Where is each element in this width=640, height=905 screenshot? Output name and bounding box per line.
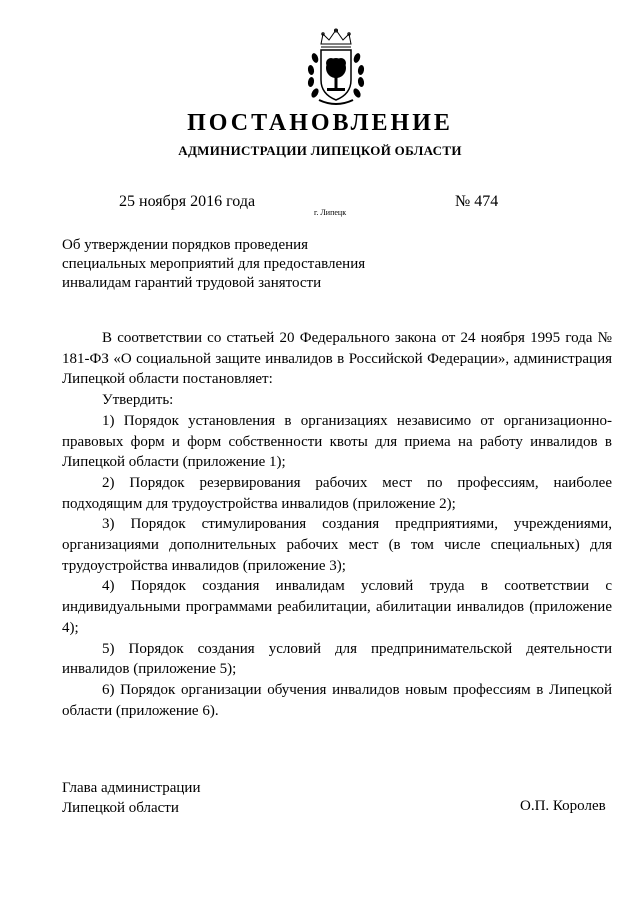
document-body — [62, 328, 612, 721]
document-subtitle: АДМИНИСТРАЦИИ ЛИПЕЦКОЙ ОБЛАСТИ — [178, 143, 462, 158]
item-paragraph: 6) Порядок организации обучения инвалидов новым профессиям в Липецкой области (приложение 6). — [62, 681, 612, 719]
approve-paragraph: Утвердить: — [102, 392, 174, 409]
document-date: 25 ноября 2016 года — [119, 193, 256, 210]
document-number: № 474 — [455, 193, 499, 210]
document-subject — [62, 236, 392, 293]
document-title: ПОСТАНОВЛЕНИЕ — [187, 110, 453, 136]
subject-line: Об утверждении порядков проведения — [62, 237, 309, 253]
signature-position-line: Липецкой области — [62, 800, 179, 816]
item-paragraph: 3) Порядок стимулирования создания предприятиями, учреждениями, организациями дополнительных рабочих мест (в том числе специальных) для трудоустройства инвалидов (приложение 3); — [62, 516, 612, 574]
item-paragraph: 5) Порядок создания условий для предпринимательской деятельности инвалидов (приложение 5); — [62, 640, 612, 678]
document-city: г. Липецк — [314, 208, 347, 217]
item-paragraph: 1) Порядок установления в организациях независимо от организационно-правовых форм и форм собственности квоты для приема на работу инвалидов в Липецкой области (приложение 1); — [62, 412, 612, 471]
signature-position-line: Глава администрации — [62, 780, 201, 796]
preamble-paragraph: В соответствии со статьей 20 Федерального закона от 24 ноября 1995 года № 181-ФЗ «О социальной защите инвалидов в Российской Федерации», администрация Липецкой области постановляет: — [62, 330, 612, 388]
signature-position — [62, 778, 200, 818]
subject-line: специальных мероприятий для предоставления — [62, 256, 366, 272]
signature-name: О.П. Королев — [520, 798, 606, 814]
item-paragraph: 4) Порядок создания инвалидам условий труда в соответствии с индивидуальными программами реабилитации, абилитации инвалидов (приложение 4); — [62, 578, 612, 636]
coat-of-arms-icon — [301, 28, 371, 108]
subject-line: инвалидам гарантий трудовой занятости — [62, 275, 322, 291]
item-paragraph: 2) Порядок резервирования рабочих мест по профессиям, наиболее подходящим для трудоустройства инвалидов (приложение 2); — [62, 474, 612, 512]
